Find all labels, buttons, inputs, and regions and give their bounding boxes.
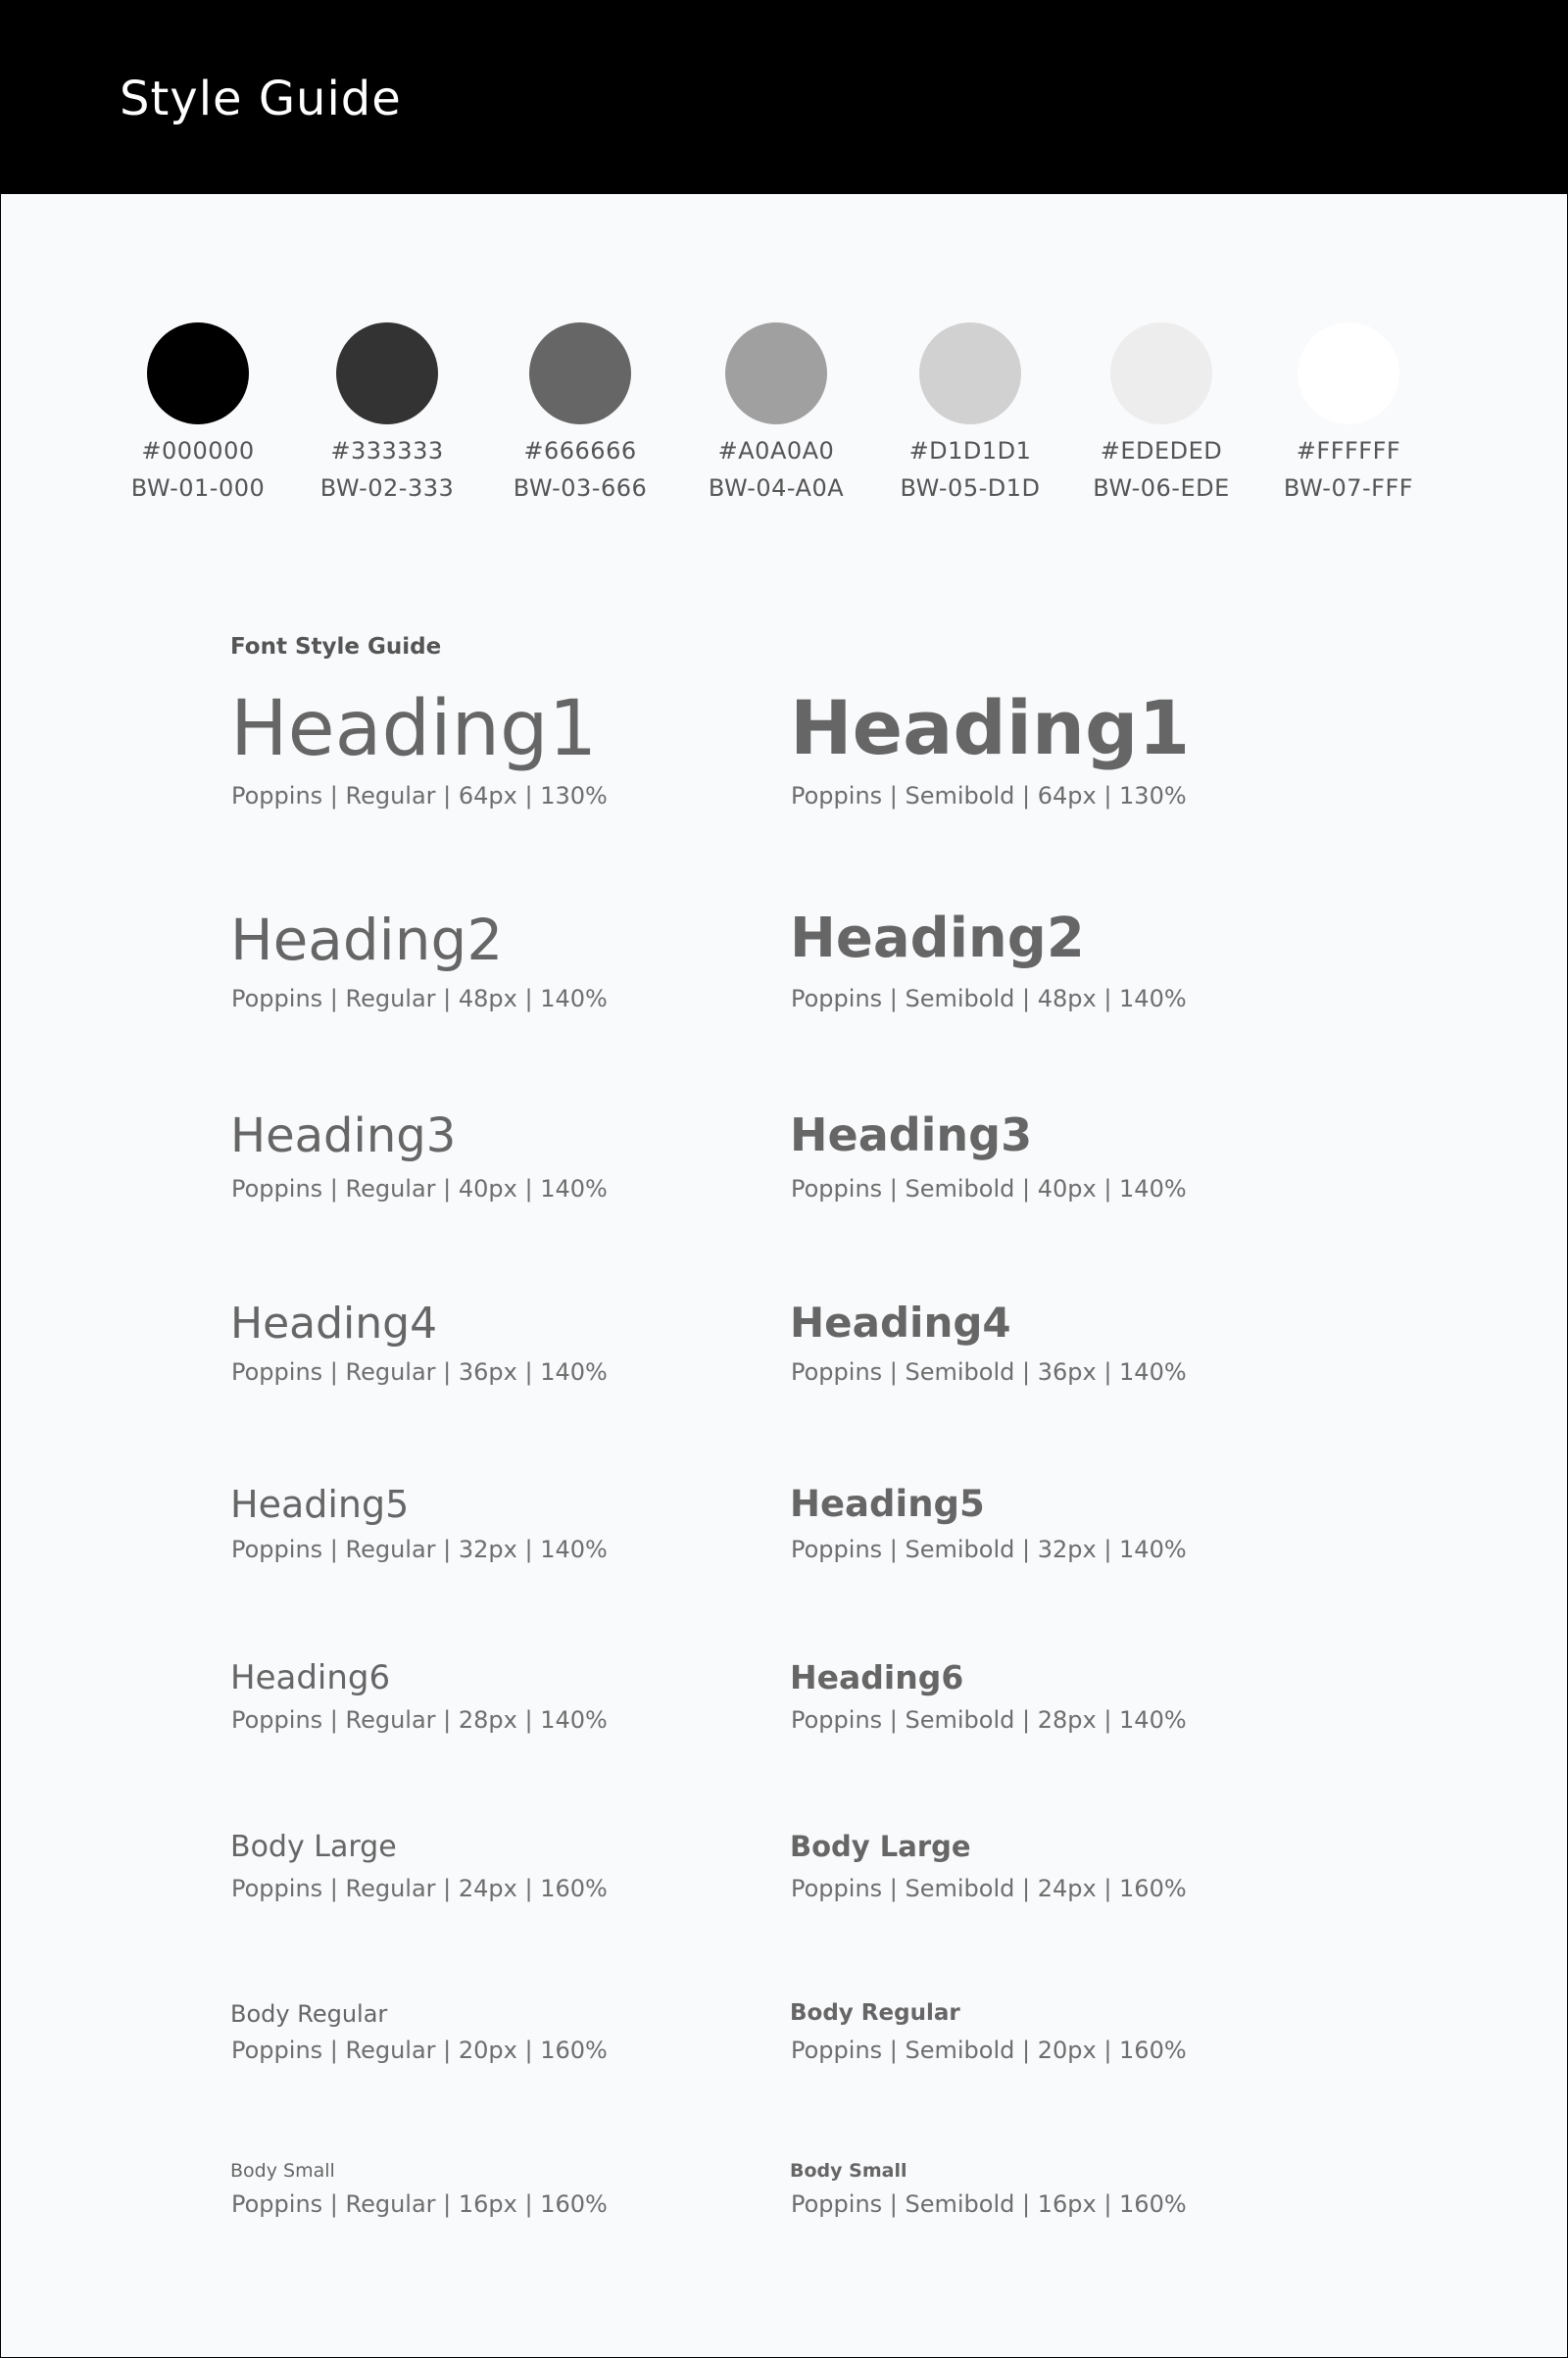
spec-semibold-heading4: Poppins | Semibold | 36px | 140%	[791, 1358, 1187, 1386]
color-code: BW-02-333	[319, 474, 455, 502]
color-swatch-bw-07	[1270, 322, 1427, 507]
color-hex: #000000	[141, 437, 255, 465]
spec-regular-body-small: Poppins | Regular | 16px | 160%	[231, 2190, 608, 2218]
color-hex: #333333	[330, 437, 444, 465]
spec-semibold-body-large: Poppins | Semibold | 24px | 160%	[791, 1875, 1187, 1902]
color-swatch-bw-05	[892, 322, 1049, 507]
color-hex: #FFFFFF	[1296, 437, 1401, 465]
color-circle	[147, 322, 249, 424]
header-bar	[1, 1, 1567, 194]
sample-semibold-body-regular: Body Regular	[790, 2000, 960, 2026]
sample-regular-heading4: Heading4	[230, 1299, 438, 1349]
spec-regular-heading4: Poppins | Regular | 36px | 140%	[231, 1358, 608, 1386]
color-hex: #A0A0A0	[717, 437, 835, 465]
spec-semibold-heading1: Poppins | Semibold | 64px | 130%	[791, 782, 1187, 810]
spec-semibold-body-small: Poppins | Semibold | 16px | 160%	[791, 2190, 1187, 2218]
color-code: BW-07-FFF	[1283, 474, 1414, 502]
color-circle	[919, 322, 1021, 424]
color-swatch-bw-02	[309, 322, 466, 507]
sample-regular-heading6: Heading6	[230, 1658, 391, 1697]
sample-semibold-heading1: Heading1	[790, 684, 1191, 771]
color-circle	[1298, 322, 1399, 424]
spec-regular-heading5: Poppins | Regular | 32px | 140%	[231, 1536, 608, 1563]
spec-regular-heading3: Poppins | Regular | 40px | 140%	[231, 1175, 608, 1203]
spec-semibold-heading5: Poppins | Semibold | 32px | 140%	[791, 1536, 1187, 1563]
sample-semibold-heading4: Heading4	[790, 1299, 1011, 1347]
sample-regular-body-regular: Body Regular	[230, 2000, 388, 2028]
sample-regular-heading3: Heading3	[230, 1108, 457, 1163]
sample-semibold-body-large: Body Large	[790, 1830, 971, 1863]
color-code: BW-05-D1D	[900, 474, 1041, 502]
color-circle	[529, 322, 631, 424]
font-style-guide-label: Font Style Guide	[230, 634, 442, 660]
color-circle	[725, 322, 827, 424]
color-code: BW-04-A0A	[708, 474, 845, 502]
color-circle	[1110, 322, 1212, 424]
spec-regular-heading6: Poppins | Regular | 28px | 140%	[231, 1706, 608, 1734]
spec-semibold-body-regular: Poppins | Semibold | 20px | 160%	[791, 2037, 1187, 2064]
sample-semibold-body-small: Body Small	[790, 2160, 907, 2182]
color-hex: #EDEDED	[1100, 437, 1223, 465]
color-hex: #D1D1D1	[908, 437, 1032, 465]
color-hex: #666666	[523, 437, 637, 465]
spec-regular-heading2: Poppins | Regular | 48px | 140%	[231, 985, 608, 1012]
sample-regular-heading5: Heading5	[230, 1483, 410, 1526]
sample-semibold-heading6: Heading6	[790, 1658, 964, 1696]
sample-semibold-heading2: Heading2	[790, 907, 1085, 970]
page-title: Style Guide	[120, 72, 402, 126]
spec-regular-body-regular: Poppins | Regular | 20px | 160%	[231, 2037, 608, 2064]
sample-regular-body-large: Body Large	[230, 1830, 397, 1864]
sample-semibold-heading5: Heading5	[790, 1483, 985, 1525]
color-swatch-bw-01	[120, 322, 276, 507]
color-swatch-bw-06	[1083, 322, 1240, 507]
spec-semibold-heading6: Poppins | Semibold | 28px | 140%	[791, 1706, 1187, 1734]
color-code: BW-06-EDE	[1093, 474, 1230, 502]
color-circle	[336, 322, 438, 424]
sample-regular-body-small: Body Small	[230, 2160, 335, 2182]
spec-semibold-heading2: Poppins | Semibold | 48px | 140%	[791, 985, 1187, 1012]
spec-semibold-heading3: Poppins | Semibold | 40px | 140%	[791, 1175, 1187, 1203]
color-code: BW-01-000	[130, 474, 266, 502]
spec-regular-body-large: Poppins | Regular | 24px | 160%	[231, 1875, 608, 1902]
color-code: BW-03-666	[513, 474, 648, 502]
spec-regular-heading1: Poppins | Regular | 64px | 130%	[231, 782, 608, 810]
color-swatch-bw-04	[698, 322, 855, 507]
sample-regular-heading1: Heading1	[230, 685, 598, 773]
color-swatch-bw-03	[502, 322, 659, 507]
sample-semibold-heading3: Heading3	[790, 1108, 1033, 1161]
sample-regular-heading2: Heading2	[230, 907, 504, 973]
